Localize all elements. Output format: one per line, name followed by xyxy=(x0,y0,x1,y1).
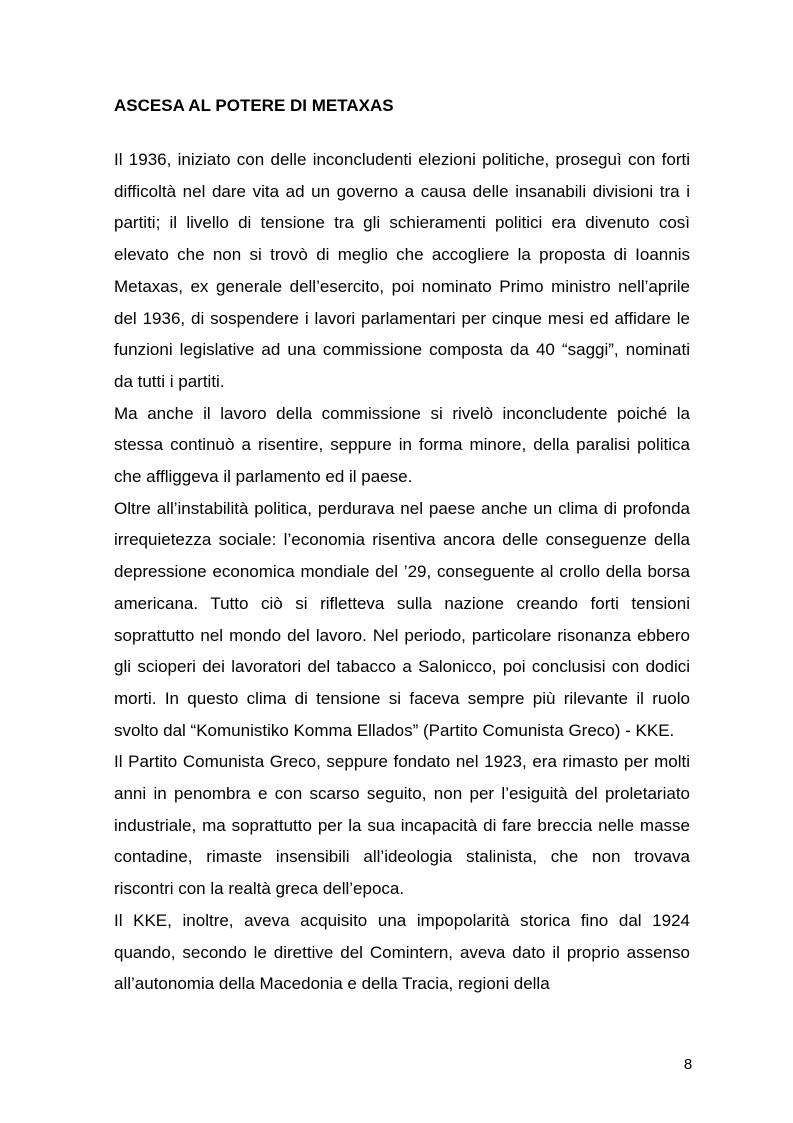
paragraph-4: Il Partito Comunista Greco, seppure fondato nel 1923, era rimasto per molti anni in penombra e con scarso seguito, non per l’esiguità del proletariato industriale, ma soprattutto per la sua incapacità di fare breccia nelle masse contadine, rimaste insensibili all’ideologia stalinista, che non trovava riscontri con la realtà greca dell’epoca. xyxy=(114,752,690,899)
body-text xyxy=(114,144,690,1000)
paragraph-3: Oltre all’instabilità politica, perdurava nel paese anche un clima di profonda irrequietezza sociale: l’economia risentiva ancora delle conseguenze della depressione economica mondiale del ’29, conseguente al crollo della borsa americana. Tutto ciò si rifletteva sulla nazione creando forti tensioni soprattutto nel mondo del lavoro. Nel periodo, particolare risonanza ebbero gli scioperi dei lavoratori del tabacco a Salonicco, poi conclusisi con dodici morti. In questo clima di tensione si faceva sempre più rilevante il ruolo svolto dal “Komunistiko Komma Ellados” (Partito Comunista Greco) - KKE. xyxy=(114,498,690,740)
paragraph-2: Ma anche il lavoro della commissione si rivelò inconcludente poiché la stessa continuò a risentire, seppure in forma minore, della paralisi politica che affliggeva il parlamento ed il paese. xyxy=(114,403,690,487)
paragraph-1: Il 1936, iniziato con delle inconcludenti elezioni politiche, proseguì con forti difficoltà nel dare vita ad un governo a causa delle insanabili divisioni tra i partiti; il livello di tensione tra gli schieramenti politici era divenuto così elevato che non si trovò di meglio che accogliere la proposta di Ioannis Metaxas, ex generale dell’esercito, poi nominato Primo ministro nell’aprile del 1936, di sospendere i lavori parlamentari per cinque mesi ed affidare le funzioni legislative ad una commissione composta da 40 “saggi”, nominati da tutti i partiti. xyxy=(114,150,690,391)
section-title: ASCESA AL POTERE DI METAXAS xyxy=(114,96,394,115)
page-number: 8 xyxy=(683,1056,693,1073)
paragraph-5: Il KKE, inoltre, aveva acquisito una impopolarità storica fino dal 1924 quando, secondo le direttive del Comintern, aveva dato il proprio assenso all’autonomia della Macedonia e della Tracia, regioni della xyxy=(114,910,690,994)
